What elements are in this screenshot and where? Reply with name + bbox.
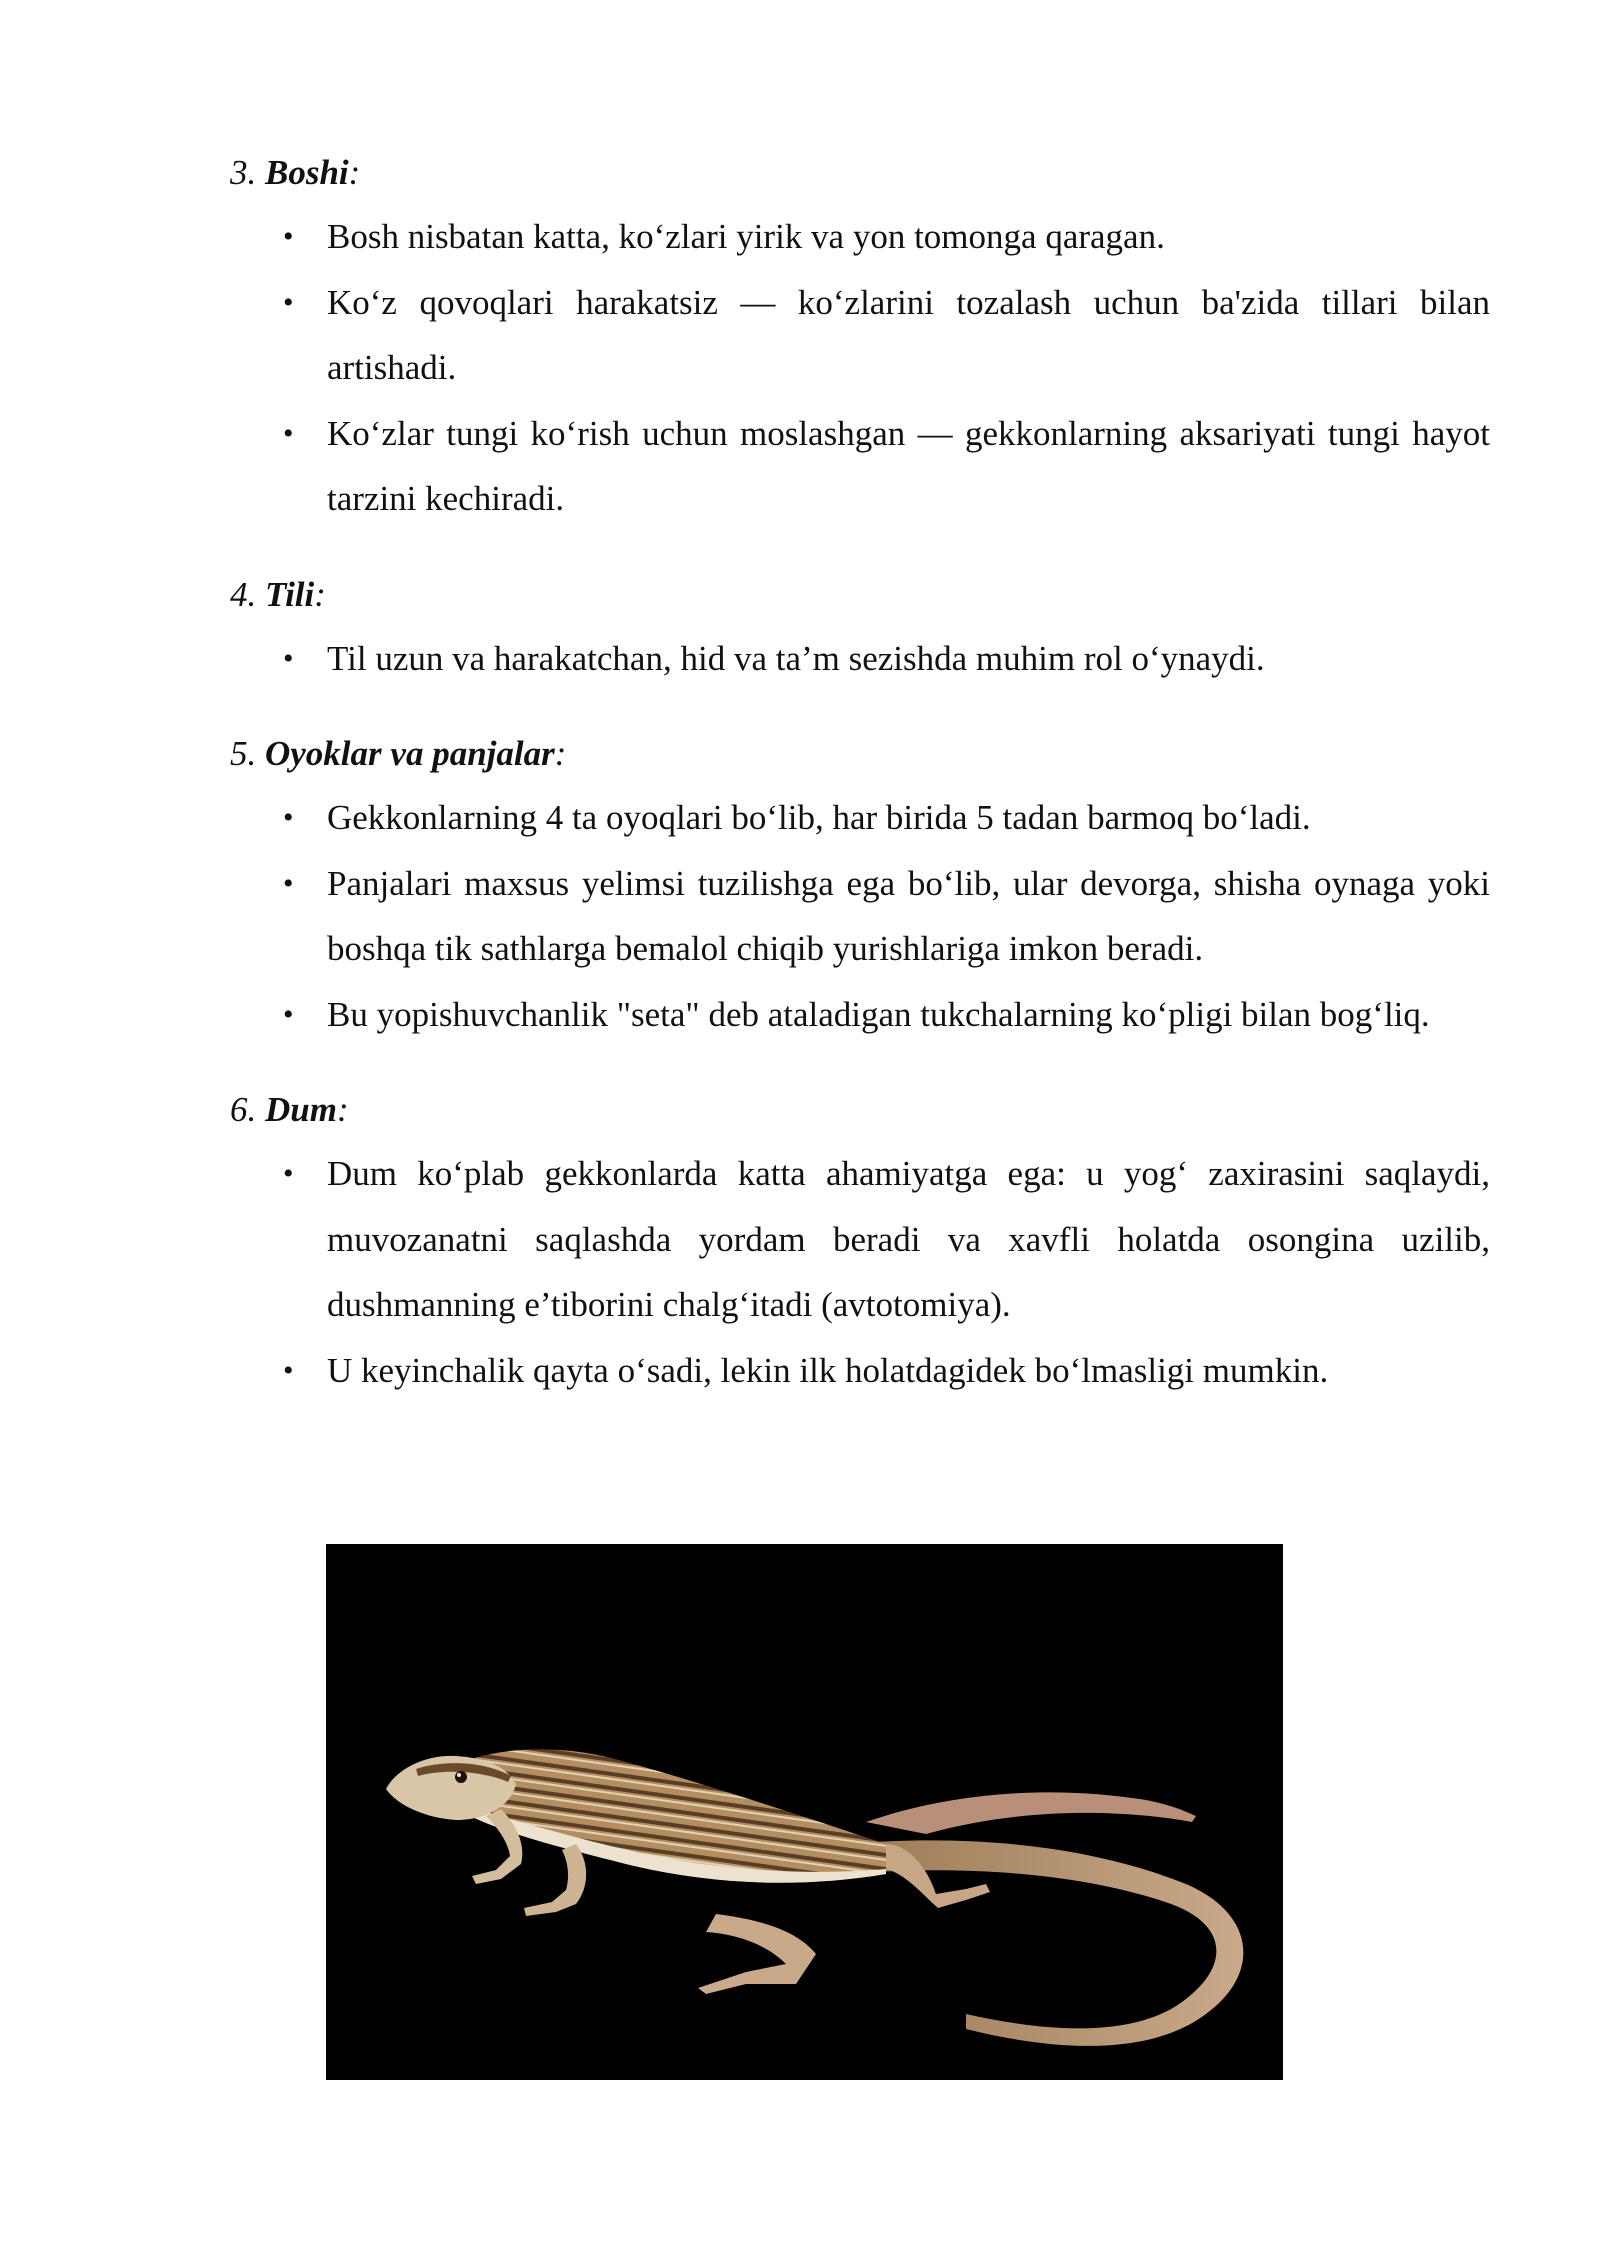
- section-dum: [230, 1085, 1490, 1403]
- section-heading: [230, 570, 1490, 620]
- heading-colon: :: [348, 153, 361, 192]
- list-item: [230, 982, 1490, 1048]
- heading-colon: :: [314, 574, 326, 614]
- bullet-icon: •: [283, 997, 294, 1031]
- bullet-icon: •: [283, 285, 294, 319]
- list-item-text: Panjalari maxsus yelimsi tuzilishga ega bo‘lib, ular devorga, shisha oynaga yoki boshqa tik sathlarga bemalol chiqib yurishlariga imkon beradi.: [327, 863, 1490, 968]
- section-number: 6.: [230, 1090, 257, 1129]
- heading-colon: :: [554, 734, 567, 773]
- list-item: [230, 270, 1490, 401]
- bullet-icon: •: [283, 866, 294, 900]
- section-title: Tili: [265, 574, 315, 614]
- list-item-text: Til uzun va harakatchan, hid va ta’m sezishda muhim rol o‘ynaydi.: [327, 638, 1265, 678]
- list-item-text: Ko‘zlar tungi ko‘rish uchun moslashgan — gekkonlarning aksariyati tungi hayot tarzini kechiradi.: [327, 413, 1490, 518]
- list-item: [230, 1141, 1490, 1338]
- lizard-eye: [455, 1771, 467, 1783]
- list-item: [230, 785, 1490, 851]
- list-item: [230, 401, 1490, 532]
- section-number: 5.: [230, 734, 257, 773]
- section-number: 4.: [230, 574, 257, 614]
- list-item-text: U keyinchalik qayta o‘sadi, lekin ilk holatdagidek bo‘lmasligi mumkin.: [327, 1350, 1329, 1390]
- section-title: Boshi: [265, 153, 349, 192]
- section-heading: [230, 729, 1490, 779]
- section-heading: [230, 148, 1490, 198]
- section-heading: [230, 1085, 1490, 1135]
- bullet-list: [230, 785, 1490, 1047]
- bullet-list: [230, 626, 1490, 692]
- list-item: [230, 626, 1490, 692]
- list-item-text: Dum ko‘plab gekkonlarda katta ahamiyatga ega: u yog‘ zaxirasini saqlaydi, muvozanatni saqlashda yordam beradi va xavfli holatda osongina uzilib, dushmanning e’tiborini chalg‘itadi (avtotomiya).: [327, 1154, 1490, 1324]
- list-item-text: Bosh nisbatan katta, ko‘zlari yirik va yon tomonga qaragan.: [327, 217, 1165, 256]
- lizard-photo: [326, 1544, 1283, 2080]
- bullet-icon: •: [283, 220, 294, 253]
- bullet-list: [230, 1141, 1490, 1403]
- bullet-icon: •: [283, 1353, 294, 1387]
- section-boshi: [230, 148, 1490, 532]
- section-title: Oyoklar va panjalar: [265, 734, 555, 773]
- document-body: [230, 148, 1490, 1441]
- bullet-list: [230, 204, 1490, 532]
- section-tili: [230, 570, 1490, 692]
- bullet-icon: •: [283, 801, 294, 834]
- section-title: Dum: [265, 1090, 337, 1129]
- list-item-text: Ko‘z qovoqlari harakatsiz — ko‘zlarini tozalash uchun ba'zida tillari bilan artishadi.: [327, 282, 1490, 387]
- heading-colon: :: [336, 1090, 349, 1129]
- bullet-icon: •: [283, 1157, 294, 1190]
- bullet-icon: •: [283, 416, 294, 450]
- section-number: 3.: [230, 153, 257, 192]
- list-item: [230, 1338, 1490, 1404]
- list-item: [230, 204, 1490, 270]
- bullet-icon: •: [283, 641, 294, 675]
- list-item: [230, 851, 1490, 982]
- lizard-illustration: [326, 1544, 1283, 2080]
- list-item-text: Bu yopishuvchanlik "seta" deb ataladigan tukchalarning ko‘pligi bilan bog‘liq.: [327, 994, 1430, 1034]
- section-oyoklar: [230, 729, 1490, 1047]
- list-item-text: Gekkonlarning 4 ta oyoqlari bo‘lib, har birida 5 tadan barmoq bo‘ladi.: [327, 798, 1311, 837]
